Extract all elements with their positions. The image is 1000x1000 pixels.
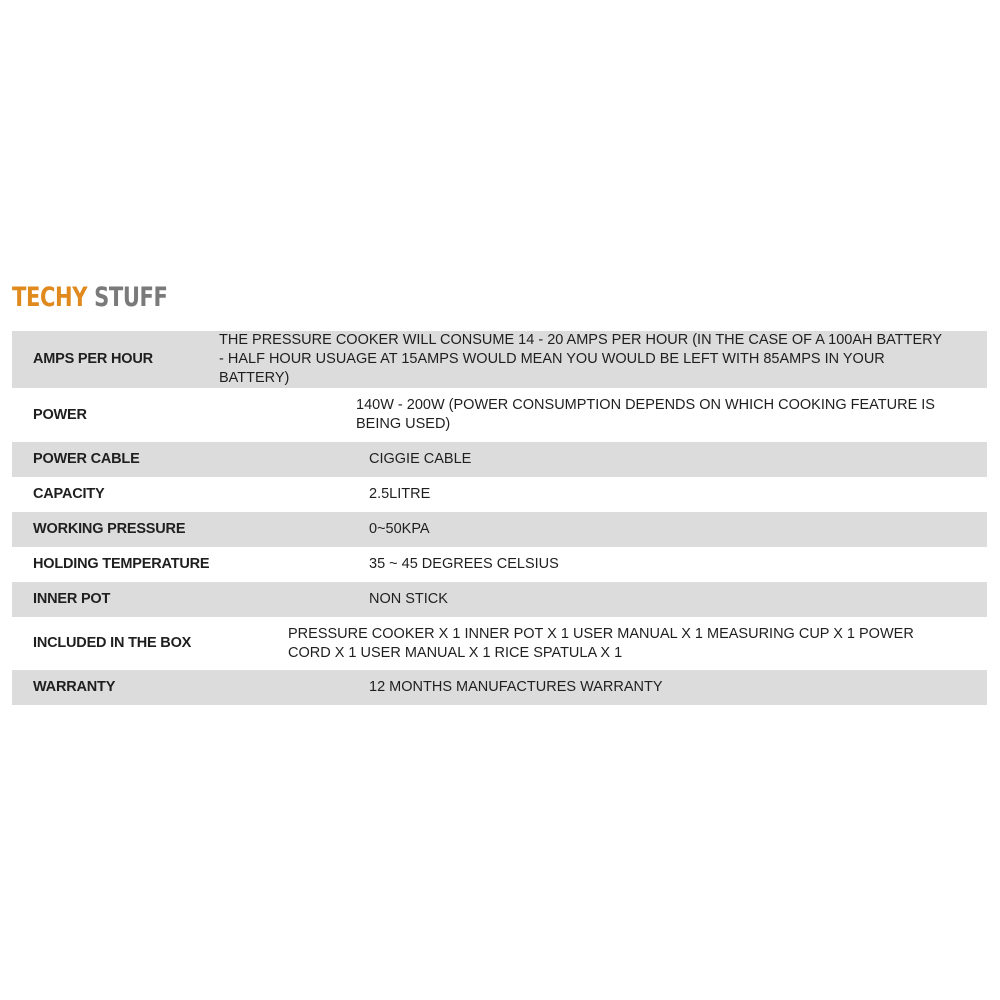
spec-row-power (12, 388, 987, 442)
spec-row-working-pressure (12, 512, 987, 547)
spec-value: THE PRESSURE COOKER WILL CONSUME 14 - 20 AMPS PER HOUR (IN THE CASE OF A 100AH BATTERY - HALF HOUR USUAGE AT 15AMPS WOULD MEAN YOU WOULD BE LEFT WITH 85AMPS IN YOUR BATTERY) (219, 332, 942, 386)
spec-label: POWER (33, 406, 87, 423)
spec-row-holding-temperature (12, 547, 987, 582)
spec-row-included-in-box (12, 617, 987, 670)
spec-label: INNER POT (12, 582, 233, 617)
spec-label: AMPS PER HOUR (12, 331, 233, 388)
spec-row-capacity (12, 477, 987, 512)
title-word-techy: TECHY (12, 282, 88, 313)
spec-label: INCLUDED IN THE BOX (33, 635, 192, 651)
spec-row-warranty (12, 670, 987, 705)
spec-value: 2.5LITRE (369, 486, 431, 502)
spec-row-inner-pot (12, 582, 987, 617)
spec-value: 35 ~ 45 DEGREES CELSIUS (369, 556, 559, 572)
spec-table (12, 331, 987, 705)
spec-row-power-cable (12, 442, 987, 477)
spec-label: POWER CABLE (12, 442, 233, 477)
spec-value: 12 MONTHS MANUFACTURES WARRANTY (369, 679, 663, 695)
spec-value: NON STICK (369, 591, 448, 607)
spec-row-amps-per-hour (12, 331, 987, 388)
spec-value: PRESSURE COOKER X 1 INNER POT X 1 USER MANUAL X 1 MEASURING CUP X 1 POWER CORD X 1 USER MANUAL X 1 RICE SPATULA X 1 (288, 625, 914, 661)
title-word-stuff: STUFF (94, 282, 168, 313)
section-title (12, 282, 168, 313)
spec-label: HOLDING TEMPERATURE (33, 556, 210, 572)
spec-value: 140W - 200W (POWER CONSUMPTION DEPENDS ON WHICH COOKING FEATURE IS BEING USED) (356, 397, 935, 432)
spec-label: WORKING PRESSURE (12, 512, 233, 547)
spec-value: 0~50KPA (369, 521, 430, 537)
spec-label: WARRANTY (12, 670, 233, 705)
spec-label: CAPACITY (33, 486, 105, 502)
spec-value: CIGGIE CABLE (369, 451, 472, 467)
